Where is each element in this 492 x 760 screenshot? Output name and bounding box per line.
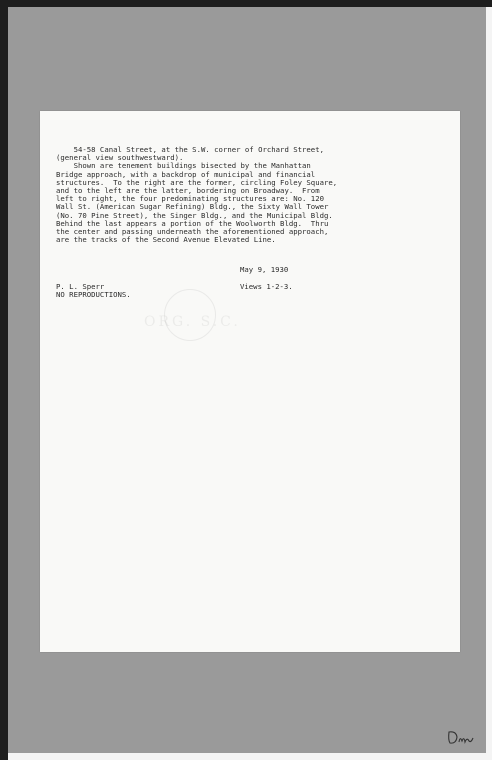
photo-date: May 9, 1930 (240, 265, 289, 274)
handwritten-initials (446, 728, 476, 748)
photographer-credit: P. L. Sperr NO REPRODUCTIONS. (56, 282, 131, 300)
views-label: Views 1-2-3. (240, 282, 293, 291)
top-frame-edge (0, 0, 492, 7)
faint-stamp-text: ORG. S.C. (144, 314, 241, 330)
left-frame-edge (0, 0, 8, 760)
photo-description: 54-58 Canal Street, at the S.W. corner of Orchard Street, (general view southwestward). Shown are tenement buildings bisected by the Manhattan Bridge approach, with a backdrop of municipal and financial structures. To the right are the former, circling Foley Square, and to the left are the latter, bordering on Broadway. From left to right, the four predominating structures are: No. 120 Wall St. (American Sugar Refining) Bldg., the Sixty Wall Tower (No. 70 Pine Street), the Singer Bldg., and the Municipal Bldg. Behind the last appears a portion of the Woolworth Bldg. Thru the center and passing underneath the aforementioned approach, are the tracks of the Second Avenue Elevated Line. (56, 145, 338, 245)
